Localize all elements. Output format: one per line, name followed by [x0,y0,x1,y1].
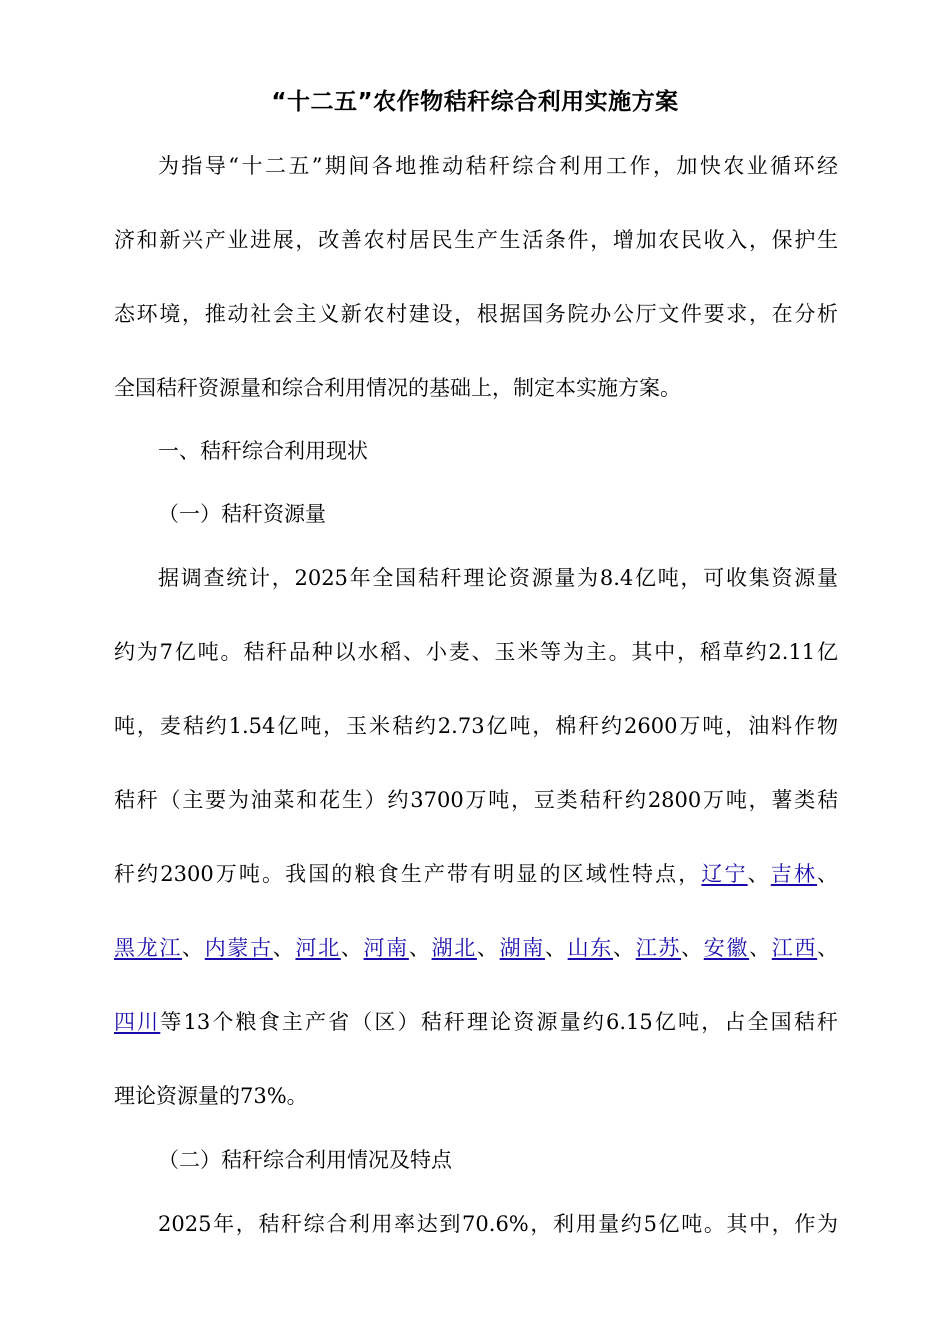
separator: 、 [182,936,205,960]
province-link-sichuan[interactable]: 四川 [114,1010,161,1034]
document-title: “十二五”农作物秸秆综合利用实施方案 [271,89,679,115]
province-link-heilongjiang[interactable]: 黑龙江 [114,936,183,960]
para1-line-5 [114,856,838,892]
separator: 、 [817,936,839,960]
intro-line-1: 为指导“十二五”期间各地推动秸秆综合利用工作，加快农业循环经 [158,154,838,178]
para1-line-2: 约为7亿吨。秸秆品种以水稻、小麦、玉米等为主。其中，稻草约2.11亿 [114,640,838,664]
separator: 、 [272,936,296,960]
separator: 、 [544,936,568,960]
para1-line-7-tail: 等13个粮食主产省（区）秸秆理论资源量约6.15亿吨，占全国秸秆 [160,1010,838,1034]
para2-line-1: 2025年，秸秆综合利用率达到70.6%，利用量约5亿吨。其中，作为 [158,1212,838,1236]
province-link-jilin[interactable]: 吉林 [770,862,818,886]
province-link-hunan[interactable]: 湖南 [499,936,545,960]
separator: 、 [749,936,772,960]
province-link-neimenggu[interactable]: 内蒙古 [204,936,273,960]
para1-line-3: 吨，麦秸约1.54亿吨，玉米秸约2.73亿吨，棉秆约2600万吨，油料作物 [114,714,838,738]
subsection-heading-1: （一）秸秆资源量 [158,502,326,526]
separator: 、 [681,936,704,960]
separator: 、 [613,936,636,960]
province-link-anhui[interactable]: 安徽 [703,936,750,960]
province-link-hebei[interactable]: 河北 [295,936,341,960]
para1-line-4: 秸秆（主要为油菜和花生）约3700万吨，豆类秸秆约2800万吨，薯类秸 [114,788,838,812]
para1-line-5-text: 秆约2300万吨。我国的粮食生产带有明显的区域性特点， [114,862,702,886]
subsection-heading-2: （二）秸秆综合利用情况及特点 [158,1148,452,1172]
province-link-jiangxi[interactable]: 江西 [771,936,818,960]
separator: 、 [408,936,432,960]
separator: 、 [476,936,500,960]
para1-line-7 [114,1004,838,1040]
separator: 、 [747,862,771,886]
province-link-henan[interactable]: 河南 [363,936,409,960]
intro-line-4: 全国秸秆资源量和综合利用情况的基础上，制定本实施方案。 [114,376,681,400]
para1-line-8: 理论资源量的73%。 [114,1084,308,1108]
province-link-shandong[interactable]: 山东 [567,936,614,960]
para1-line-6 [114,930,838,966]
separator: 、 [340,936,364,960]
intro-line-2: 济和新兴产业进展，改善农村居民生产生活条件，增加农民收入，保护生 [114,228,838,252]
province-link-jiangsu[interactable]: 江苏 [635,936,682,960]
para1-line-1: 据调查统计，2025年全国秸秆理论资源量为8.4亿吨，可收集资源量 [158,566,838,590]
province-link-hubei[interactable]: 湖北 [431,936,477,960]
province-link-liaoning[interactable]: 辽宁 [701,862,748,886]
section-heading-1: 一、秸秆综合利用现状 [158,439,368,463]
intro-line-3: 态环境，推动社会主义新农村建设，根据国务院办公厅文件要求，在分析 [114,302,838,326]
separator: 、 [817,862,839,886]
